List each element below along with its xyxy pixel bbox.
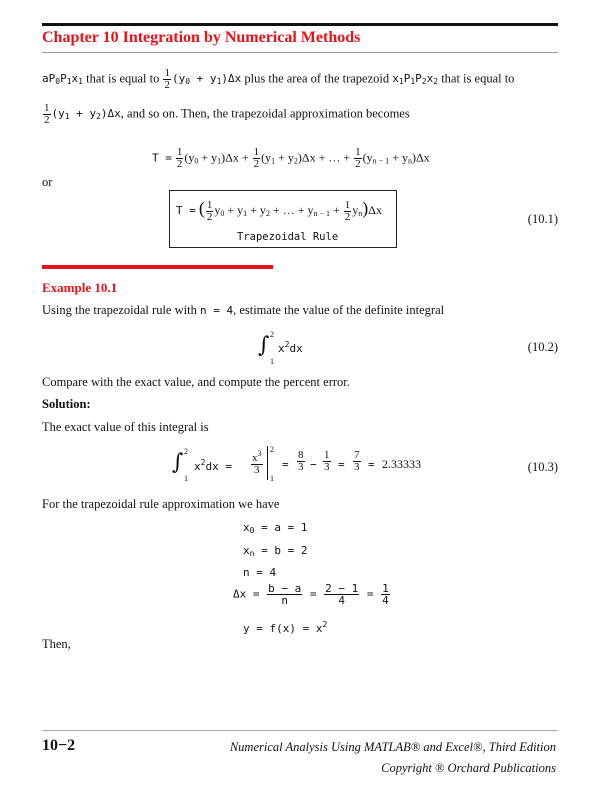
intro-text-4: , and so on. Then, the trapezoidal approximation becomes [120, 106, 410, 121]
exact-text: The exact value of this integral is [42, 420, 209, 434]
compare-text: Compare with the exact value, and compute the percent error. [42, 375, 350, 389]
trap-text: For the trapezoidal rule approximation we have [42, 497, 280, 511]
trapezoidal-rule-equation: T = ( $\frac{1}{2}$ $y_0 + y_1 + y_2$ + … + $y_{n - 1}$ + $\frac{1}{2}$ $y_n)\Delta x$ [176, 198, 382, 223]
page-number: 10−2 [42, 737, 76, 754]
step-xn-value: = b = 2 [261, 544, 308, 557]
exact-integral-equation: ∫ 2 1 $x^2dx$ = $\frac{x^3}{3}$ 2 1 = $\frac{8}{3}$ − $\frac{1}{3}$ = $\frac{7}{3}$ = 2.33333 [172, 445, 421, 483]
frac-half: $\frac{1}{2}$ [164, 67, 170, 91]
equation-number-10-3: (10.3) [527, 460, 558, 474]
step-xn: $x_n = b = 2$ [243, 544, 308, 558]
step-x0: $x_0 = a = 1$ [243, 521, 308, 535]
copyright: Copyright ® Orchard Publications [381, 761, 556, 775]
header-rule [42, 52, 558, 53]
intro-line-2: $\frac{1}{2}$ $(y_1 + y_2)\Delta x$, and so on. Then, the trapezoidal approximation becomes [44, 102, 410, 126]
trapezoid-sum-equation: T = $\frac{1}{2}$ $(y_0 + y_1)\Delta x$ + $\frac{1}{2}$ $(y_1 + y_2)\Delta x$ + … + $\frac{1}{2}$ $(y_{n - 1} + y_n)\Delta x$ [152, 146, 430, 170]
definite-integral: ∫ 2 1 $x^2dx$ [258, 330, 303, 366]
intro-text-2: plus the area of the trapezoid [244, 71, 390, 86]
statement-math: n = 4 [199, 304, 234, 317]
step-x0-value: = a = 1 [261, 521, 308, 534]
equation-number-10-1: (10.1) [527, 212, 558, 226]
chapter-title: Chapter 10 Integration by Numerical Methods [42, 29, 361, 46]
footer-rule [42, 730, 558, 731]
step-y: $y = f(x) = x^2$ [243, 620, 328, 635]
exact-value: 2.33333 [382, 457, 421, 471]
intro-text-1: that is equal to [86, 71, 160, 86]
book-title: Numerical Analysis Using MATLAB® and Excel®, Third Edition [229, 740, 556, 754]
then-label: Then, [42, 637, 71, 651]
statement-rest: , estimate the value of the definite integral [233, 303, 445, 317]
intro-line-1: $aP_0P_1x_1$ that is equal to $\frac{1}{2}$ $(y_0 + y_1)\Delta x$ plus the area of the trapezoid $x_1P_1P_2x_2$ that is equal to [42, 67, 515, 91]
or-label: or [42, 175, 53, 189]
intro-text-3: that is equal to [441, 71, 515, 86]
step-delta-x: Δx = $\frac{b - a}{n}$ = $\frac{2 - 1}{4}$ = $\frac{1}{4}$ [233, 582, 389, 607]
example-title: Example 10.1 [42, 280, 118, 295]
equation-number-10-2: (10.2) [527, 340, 558, 354]
step-y-value: y = f(x) = x [243, 622, 323, 635]
example-bar [42, 265, 273, 269]
step-n: n = 4 [243, 566, 277, 579]
solution-label: Solution: [42, 397, 91, 411]
example-statement [42, 303, 444, 318]
top-rule [42, 23, 558, 26]
trapezoidal-rule-caption: Trapezoidal Rule [237, 231, 339, 243]
statement-text: Using the trapezoidal rule with [42, 303, 197, 317]
